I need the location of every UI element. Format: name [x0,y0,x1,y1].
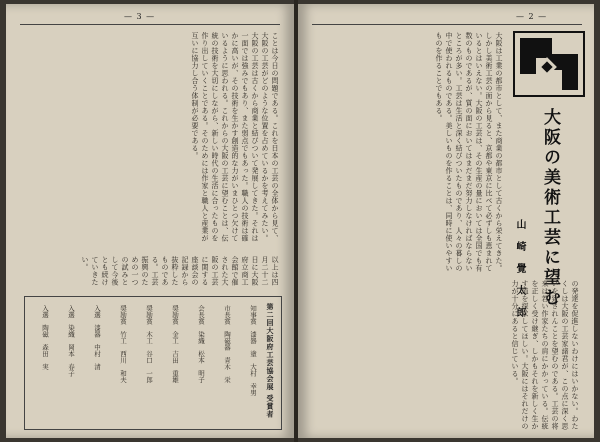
award-list-box [24,296,282,430]
award-heading: 第二回大阪府工芸協会展 受賞者 [266,303,275,419]
left-page [6,4,294,438]
article-author: 山崎覺太郎 [514,219,525,329]
right-page [298,4,594,438]
article-title: 大阪の美術工芸に望む [540,108,560,308]
left-upper-text: ことは今日の問題である。これを日本の工芸の全体から見て、大阪の工芸がどのような位置を占めているかを考えてみたい。大阪の工芸は古くから商業と結びついて発展してきた。それは一面では強みでもあり、また弱点でもあった。職人の技術は確かに高いが、その技術を生かす創造的な力がいまひとつ欠けているように思われる。これからの大阪の工芸に望むことは、伝統の技術を大切にしながら、新しい時代の生活に合ったものを作り出していくことである。そのためには作家と職人と産業が互いに協力し合う体制が必要である。 [191,32,279,242]
award-entry: 入選 陶磁 森田 実 [41,305,49,370]
award-entry: 市長賞 陶磁器 青木 栄 [223,305,231,383]
award-entry: 知事賞 漆器 塗 大村 幸男 [249,305,257,396]
award-entry: 会長賞 染織 松本 明子 [197,305,205,383]
award-entry: 入選 漆器 中村 清 [93,305,101,370]
left-lower-note: 以上は四月二十二日に大阪府立商工会館で催された大阪の工芸に関する座談会の記録から抜粋したものである。工芸振興のための一つの試みとして今後とも続けていきたい。 [81,256,279,286]
magazine-emblem-icon [512,30,586,98]
award-entry: 奨励賞 金工 吉田 重雄 [171,305,179,383]
top-rule-left [20,24,280,25]
right-upper-text: 大阪は工業の都市として、また商業の都市として古くから栄えてきた。しかし美術工芸の面から見ると、京都や東京に比べて必ずしも恵まれているとはいえない。大阪の工芸は、その生産の量においては全国でも有数のものであるが、質の面においてはまだまだ努力しなければならないところが多い。工芸は生活と深く結びついたものであり、人々の暮しの中で使われるものである。美しいものを作ることは、同時に使いやすいものを作ることでもある。 [435,32,503,272]
award-entry: 奨励賞 竹工 西川 和夫 [119,305,127,383]
award-entry: 奨励賞 木工 谷口 一郎 [145,305,153,383]
award-entry: 入選 染織 岡本 春子 [67,305,75,377]
page-number-right: — 2 — [516,12,548,21]
right-lower-text: の発達を促進しないわけにはいかない。わたくしは大阪の工芸家諸君が、この点に深く思いを致されんことを望むのである。工芸の将来は若い作家たちの肩にかかっている。伝統を正しく受け継ぎ、しかもそれを新しく生かす道を探求してほしい。大阪にはそれだけの力が十分にあると信じている。 [511,280,579,430]
top-rule-right [312,24,582,25]
page-number-left: — 3 — [124,12,156,21]
